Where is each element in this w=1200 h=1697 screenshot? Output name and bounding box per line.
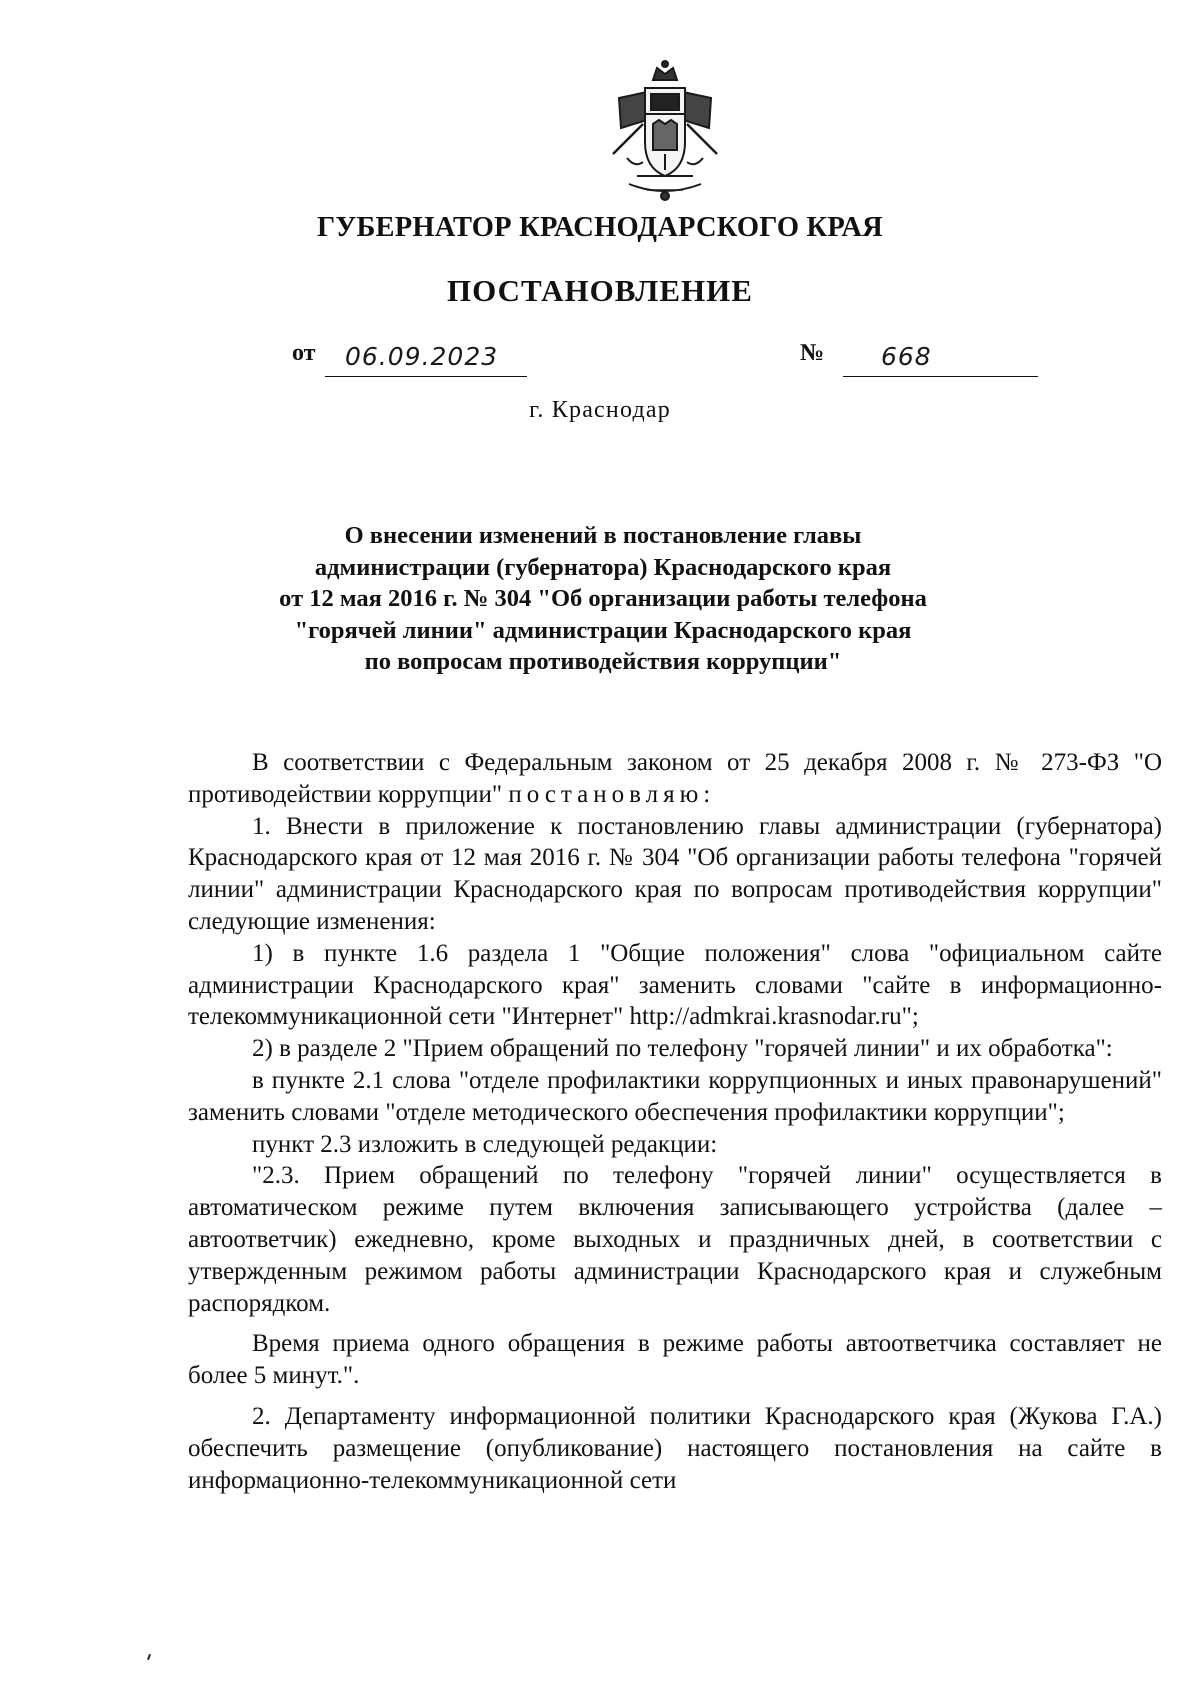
- preamble-end: :: [703, 780, 711, 808]
- title-line: "горячей линии" администрации Краснодарского края: [294, 616, 912, 644]
- handwritten-number: 668: [881, 342, 932, 371]
- number-label: №: [800, 340, 825, 366]
- paragraph-point-2-1: в пункте 2.1 слова "отделе профилактики коррупционных и иных правонарушений" заменить словами "отделе методического обеспечения профилактики коррупции";: [188, 1066, 1162, 1126]
- title-line: администрации (губернатора) Краснодарского края: [314, 553, 892, 581]
- paragraph-item-2: 2. Департаменту информационной политики Краснодарского края (Жукова Г.А.) обеспечить размещение (опубликование) настоящего постановления на сайте в информационно-телекоммуникационной сети: [188, 1402, 1162, 1494]
- resolve-word: постановляю: [508, 780, 704, 808]
- coat-of-arms-icon: [607, 58, 723, 204]
- paragraph-item-1: 1. Внести в приложение к постановлению главы администрации (губернатора) Краснодарского края от 12 мая 2016 г. № 304 "Об организации работы телефона "горячей линии" администрации Краснодарского края по вопросам противодействия коррупции" следующие изменения:: [188, 812, 1162, 935]
- document-title: [220, 520, 986, 678]
- document-body: [188, 747, 1162, 1496]
- paragraph-time-limit: Время приема одного обращения в режиме работы автоответчика составляет не более 5 минут.".: [188, 1330, 1162, 1390]
- paragraph-preamble: [188, 747, 1162, 811]
- handwritten-date: 06.09.2023: [345, 342, 499, 371]
- paragraph-subitem-1: 1) в пункте 1.6 раздела 1 "Общие положения" слова "официальном сайте администрации Краснодарского края" заменить словами "сайте в информационно-телекоммуникационной сети "Интернет" http://admkrai.krasnodar.ru";: [188, 939, 1162, 1031]
- document-type: ПОСТАНОВЛЕНИЕ: [447, 273, 753, 308]
- scan-speck: [147, 1654, 151, 1660]
- date-field: [325, 342, 527, 377]
- date-label: от: [292, 340, 316, 366]
- issuing-authority: ГУБЕРНАТОР КРАСНОДАРСКОГО КРАЯ: [317, 212, 883, 243]
- number-field: [843, 342, 1038, 377]
- paragraph-point-2-3: пункт 2.3 изложить в следующей редакции:: [252, 1130, 718, 1158]
- paragraph-subitem-2: 2) в разделе 2 "Прием обращений по телефону "горячей линии" и их обработка":: [252, 1035, 1113, 1063]
- city: г. Краснодар: [529, 397, 671, 423]
- preamble-text: В соответствии с Федеральным законом от 25 декабря 2008 г. № 273-ФЗ "О противодействии коррупции": [188, 749, 1162, 808]
- title-line: от 12 мая 2016 г. № 304 "Об организации работы телефона: [279, 585, 927, 612]
- paragraph-new-wording: "2.3. Прием обращений по телефону "горячей линии" осуществляется в автоматическом режиме путем включения записывающего устройства (далее – автоответчик) ежедневно, кроме выходных и праздничных дней, в соответствии с утвержденным режимом работы администрации Краснодарского края и служебным распорядком.: [188, 1162, 1162, 1317]
- title-line: О внесении изменений в постановление главы: [344, 522, 862, 549]
- title-line: по вопросам противодействия коррупции": [364, 648, 842, 675]
